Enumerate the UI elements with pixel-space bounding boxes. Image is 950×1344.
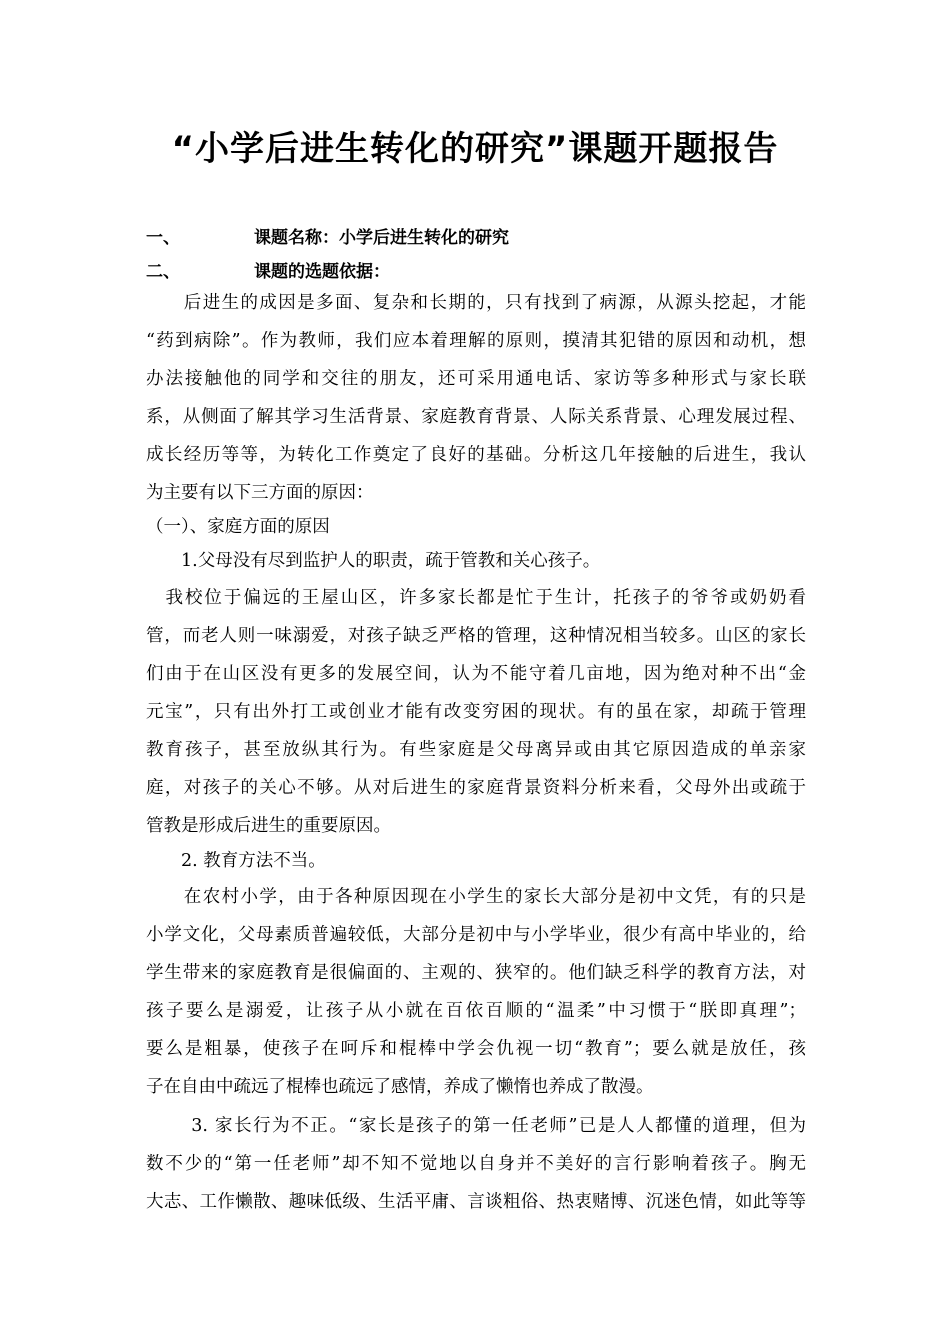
section-heading-text: 课题名称：小学后进生转化的研究 — [254, 228, 509, 248]
paragraph-line: 管教是形成后进生的重要原因。 — [146, 816, 391, 836]
section-number: 一、 — [146, 228, 180, 248]
paragraph-line: 大志、工作懒散、趣味低级、生活平庸、言谈粗俗、热衷赌博、沉迷色情，如此等等 — [146, 1192, 806, 1212]
paragraph-line: 教育孩子，甚至放纵其行为。有些家庭是父母离异或由其它原因造成的单亲家 — [146, 740, 806, 760]
paragraph-line: 成长经历等等，为转化工作奠定了良好的基础。分析这几年接触的后进生，我认 — [146, 445, 806, 465]
section-heading-basis — [146, 255, 390, 289]
section-heading-text: 课题的选题依据： — [254, 262, 390, 282]
paragraph-line: 管，而老人则一味溺爱，对孩子缺乏严格的管理，这种情况相当较多。山区的家长 — [146, 626, 806, 646]
numbered-item: 1.父母没有尽到监护人的职责，疏于管教和关心孩子。 — [146, 551, 601, 571]
paragraph-line: 学生带来的家庭教育是很偏面的、主观的、狭窄的。他们缺乏科学的教育方法，对 — [146, 963, 806, 983]
section-heading-topic-name — [146, 221, 509, 255]
paragraph-line: 们由于在山区没有更多的发展空间，认为不能守着几亩地，因为绝对种不出“金 — [146, 664, 806, 684]
paragraph-line: 孩子要么是溺爱，让孩子从小就在百依百顺的“温柔”中习惯于“朕即真理”； — [146, 1001, 806, 1021]
paragraph-line: 小学文化，父母素质普遍较低，大部分是初中与小学毕业，很少有高中毕业的，给 — [146, 925, 806, 945]
numbered-item: 2. 教育方法不当。 — [146, 851, 326, 871]
paragraph-line: 为主要有以下三方面的原因： — [146, 483, 374, 503]
paragraph-line: 后进生的成因是多面、复杂和长期的，只有找到了病源，从源头挖起，才能 — [146, 293, 806, 313]
paragraph-line: 要么是粗暴，使孩子在呵斥和棍棒中学会仇视一切“教育”；要么就是放任，孩 — [146, 1039, 806, 1059]
subsection-heading: （一）、家庭方面的原因 — [146, 517, 330, 537]
paragraph-line: 数不少的“第一任老师”却不知不觉地以自身并不美好的言行影响着孩子。胸无 — [146, 1154, 806, 1174]
paragraph-line: 我校位于偏远的王屋山区，许多家长都是忙于生计，托孩子的爷爷或奶奶看 — [146, 588, 806, 608]
paragraph-line: 系，从侧面了解其学习生活背景、家庭教育背景、人际关系背景、心理发展过程、 — [146, 407, 806, 427]
paragraph-line: 在农村小学，由于各种原因现在小学生的家长大部分是初中文凭，有的只是 — [146, 887, 806, 907]
paragraph-line: “药到病除”。作为教师，我们应本着理解的原则，摸清其犯错的原因和动机，想 — [146, 331, 806, 351]
paragraph-line: 办法接触他的同学和交往的朋友，还可采用通电话、家访等多种形式与家长联 — [146, 369, 806, 389]
paragraph-line: 子在自由中疏远了棍棒也疏远了感情，养成了懒惰也养成了散漫。 — [146, 1077, 654, 1097]
paragraph-line: 元宝”，只有出外打工或创业才能有改变穷困的现状。有的虽在家，却疏于管理 — [146, 702, 806, 722]
document-title: “小学后进生转化的研究”课题开题报告 — [171, 129, 779, 169]
paragraph-line: 3. 家长行为不正。“家长是孩子的第一任老师”已是人人都懂的道理，但为 — [146, 1116, 806, 1136]
paragraph-line: 庭，对孩子的关心不够。从对后进生的家庭背景资料分析来看，父母外出或疏于 — [146, 778, 806, 798]
section-number: 二、 — [146, 262, 180, 282]
